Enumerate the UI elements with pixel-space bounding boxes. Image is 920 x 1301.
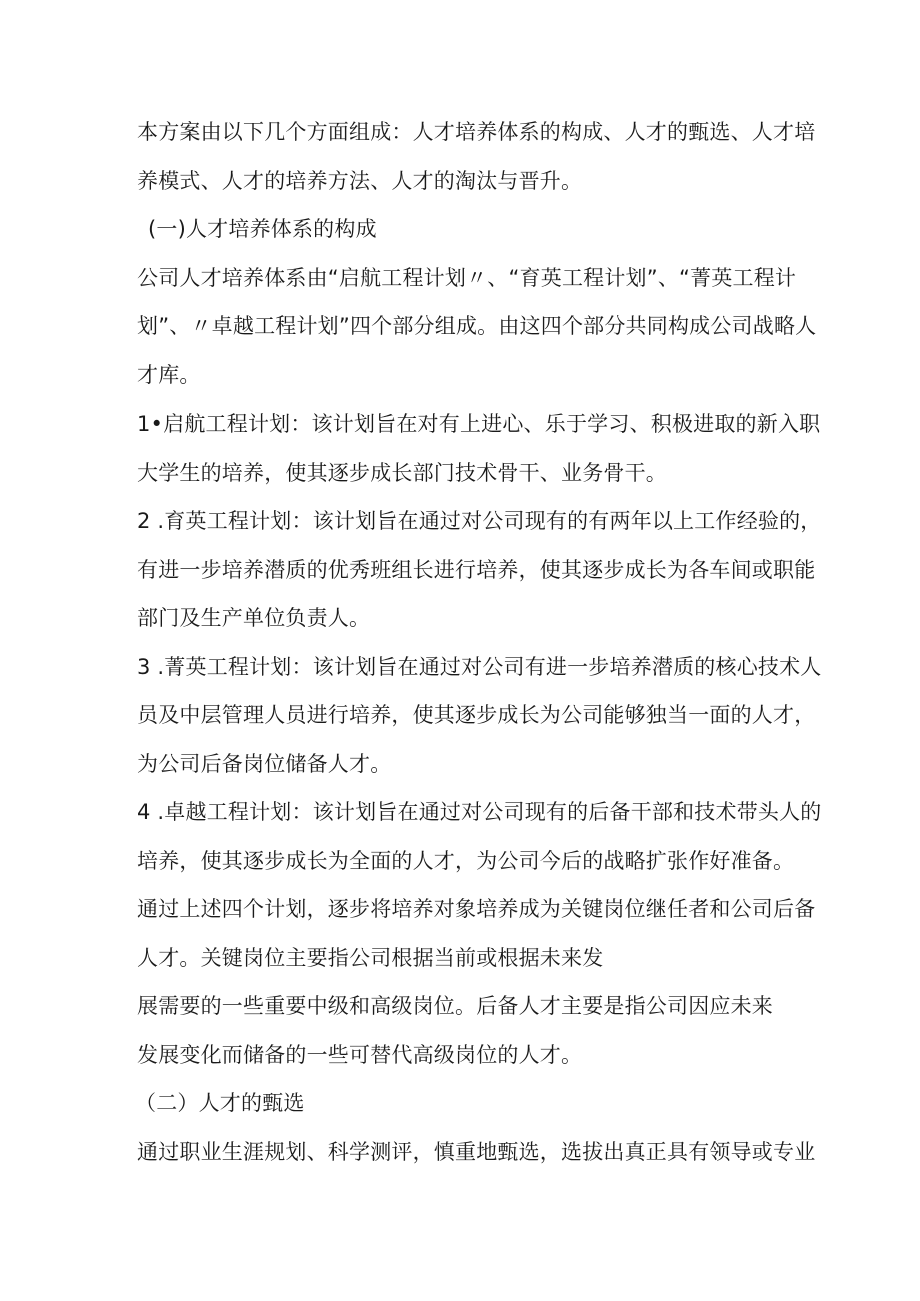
- paragraph-line: 本方案由以下几个方面组成：人才培养体系的构成、人才的甄选、人才培: [137, 120, 816, 144]
- list-item-line: 大学生的培养，使其逐步成长部门技术骨干、业务骨干。: [137, 461, 667, 485]
- paragraph-line: 划”、〃卓越工程计划”四个部分组成。由这四个部分共同构成公司战略人: [137, 314, 817, 338]
- paragraph-line: 展需要的一些重要中级和高级岗位。后备人才主要是指公司因应未来: [137, 994, 773, 1018]
- list-item-line: 员及中层管理人员进行培养，使其逐步成长为公司能够独当一面的人才，: [137, 703, 816, 727]
- list-item-line: 4 .卓越工程计划：该计划旨在通过对公司现有的后备干部和技术带头人的: [137, 800, 822, 824]
- paragraph-line: 通过职业生涯规划、科学测评，慎重地甄选，选拔出真正具有领导或专业: [137, 1140, 816, 1164]
- paragraph-line: 才库。: [137, 363, 201, 387]
- list-item-line: 1•启航工程计划：该计划旨在对有上进心、乐于学习、积极进取的新入职: [137, 412, 821, 436]
- paragraph-line: 人才。关键岗位主要指公司根据当前或根据未来发: [137, 946, 604, 970]
- paragraph-line: 通过上述四个计划，逐步将培养对象培养成为关键岗位继任者和公司后备: [137, 897, 816, 921]
- paragraph-line: 公司人才培养体系由“启航工程计划〃、“育英工程计划”、“菁英工程计: [137, 266, 797, 290]
- list-item-line: 部门及生产单位负责人。: [137, 606, 371, 630]
- list-item-line: 2 .育英工程计划：该计划旨在通过对公司现有的有两年以上工作经验的，: [137, 509, 822, 533]
- list-item-line: 培养，使其逐步成长为全面的人才，为公司今后的战略扩张作好准备。: [137, 849, 795, 873]
- paragraph-line: 发展变化而储备的一些可替代高级岗位的人才。: [137, 1043, 583, 1067]
- list-item-line: 为公司后备岗位储备人才。: [137, 752, 392, 776]
- list-item-line: 有进一步培养潜质的优秀班组长进行培养，使其逐步成长为各车间或职能: [137, 558, 816, 582]
- section-heading: （二）人才的甄选: [135, 1091, 305, 1115]
- paragraph-line: 养模式、人才的培养方法、人才的淘汰与晋升。: [137, 169, 583, 193]
- list-item-line: 3 .菁英工程计划：该计划旨在通过对公司有进一步培养潜质的核心技术人: [137, 655, 822, 679]
- section-heading: (一)人才培养体系的构成: [148, 217, 377, 241]
